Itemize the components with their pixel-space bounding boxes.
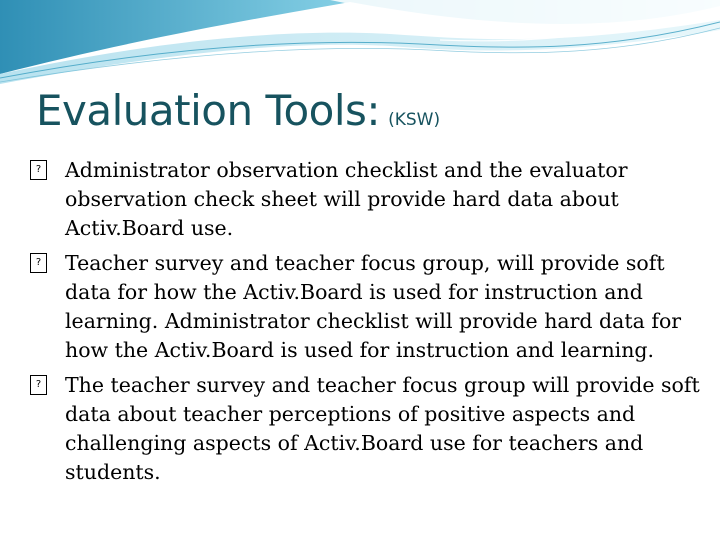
header-wave-decoration <box>0 0 720 90</box>
title-suffix: (KSW) <box>388 110 441 130</box>
bullet-item <box>30 371 710 487</box>
bullet-text: Teacher survey and teacher focus group, will provide soft data for how the Activ.Board is used for instruction and learning. Administrator checklist will provide hard data for how the Activ.Board is used for instruction and learning. <box>65 251 682 362</box>
slide-title <box>36 86 440 135</box>
missing-glyph-box-icon: ? <box>30 375 47 395</box>
bullet-text: Administrator observation checklist and the evaluator observation check sheet will provide hard data about Activ.Board use. <box>65 158 628 240</box>
bullet-item <box>30 156 710 243</box>
missing-glyph-box-icon: ? <box>30 160 47 180</box>
bullet-item <box>30 249 710 365</box>
bullet-text: The teacher survey and teacher focus group will provide soft data about teacher perceptions of positive aspects and challenging aspects of Activ.Board use for teachers and students. <box>65 373 700 484</box>
missing-glyph-box-icon: ? <box>30 253 47 273</box>
bullet-list <box>30 156 710 493</box>
title-text: Evaluation Tools: <box>36 86 381 135</box>
